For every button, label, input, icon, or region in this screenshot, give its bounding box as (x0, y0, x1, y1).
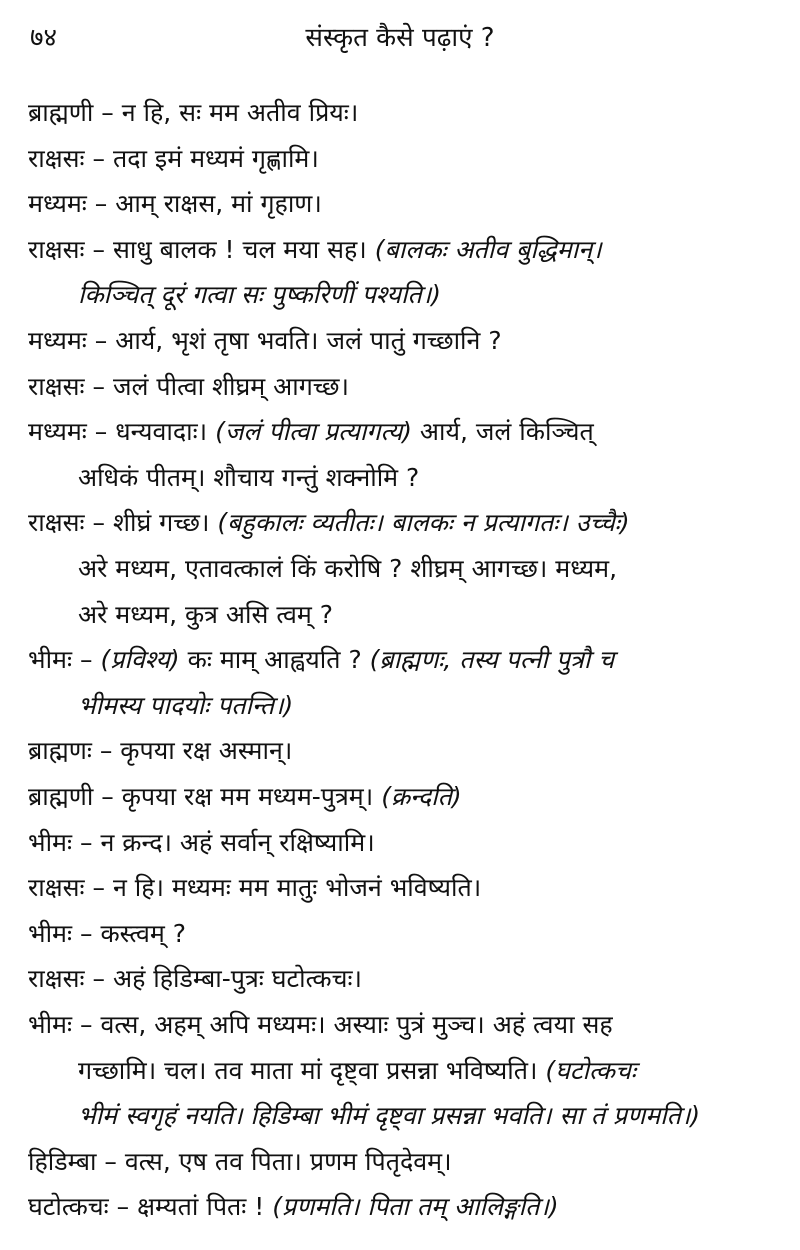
text-line (78, 556, 617, 581)
text-line (28, 918, 187, 948)
dialogue-text: हिडिम्बा – वत्स, एष तव पिता। प्रणम पितृदेवम्। (28, 1146, 452, 1176)
text-line (78, 690, 294, 720)
page-title: संस्कृत कैसे पढ़ाएं ? (305, 23, 495, 53)
dialogue-text: ब्राह्मणी – कृपया रक्ष मम मध्यम-पुत्रम्। (28, 782, 382, 811)
stage-direction: (घटोत्कचः (545, 1055, 636, 1085)
dialogue-text: मध्यमः – आर्य, भृशं तृषा भवति। जलं पातुं गच्छानि ? (28, 326, 502, 355)
dialogue-text: राक्षसः – शीघ्रं गच्छ। (28, 508, 218, 538)
dialogue-text: राक्षसः – साधु बालक ! चल मया सह। (28, 234, 375, 264)
text-line (28, 234, 602, 264)
dialogue-text: गच्छामि। चल। तव माता मां दृष्ट्वा प्रसन्ना भविष्यति। (78, 1055, 546, 1085)
stage-direction: (ब्राह्मणः, तस्य पत्नी पुत्रौ च (369, 645, 615, 675)
text-line (28, 143, 319, 173)
dialogue-text: अरे मध्यम, कुत्र असि त्वम् ? (78, 599, 334, 629)
dialogue-text: घटोत्कचः – क्षम्यतां पितः ! (28, 1192, 273, 1222)
text-line (28, 100, 358, 125)
dialogue-text: भीमः – वत्स, अहम् अपि मध्यमः। अस्याः पुत्रं मुञ्च। अहं त्वया सह (28, 1010, 613, 1039)
dialogue-text: राक्षसः – अहं हिडिम्बा-पुत्रः घटोत्कचः। (28, 964, 362, 994)
text-line (28, 1146, 452, 1176)
text-line (28, 1012, 613, 1037)
text-line (78, 462, 420, 492)
dialogue-text: कः माम् आह्वयति ? (179, 645, 370, 675)
page-header (0, 18, 800, 58)
text-line (28, 873, 482, 903)
text-line (28, 508, 630, 538)
stage-direction: किञ्चित् दूरं गत्वा सः पुष्करिणीं पश्यति।) (78, 280, 441, 310)
dialogue-text: अधिकं पीतम्। शौचाय गन्तुं शक्नोमि ? (78, 462, 420, 492)
stage-direction: (जलं पीत्वा प्रत्यागत्य) (215, 417, 412, 447)
text-line (28, 964, 362, 994)
stage-direction: (प्रणमति। पिता तम् आलिङ्गति।) (272, 1192, 559, 1222)
dialogue-text: ब्राह्मणः – कृपया रक्ष अस्मान्। (28, 736, 293, 766)
text-line (28, 417, 594, 447)
text-line (28, 189, 322, 219)
text-line (28, 736, 293, 766)
page-number: ७४ (30, 23, 58, 53)
text-line (78, 280, 441, 310)
dialogue-text: भीमः – कस्त्वम् ? (28, 918, 187, 948)
stage-direction: (बहुकालः व्यतीतः। बालकः न प्रत्यागतः। उच्चैः) (217, 508, 630, 538)
stage-direction: भीमं स्वगृहं नयति। हिडिम्बा भीमं दृष्ट्वा प्रसन्ना भवति। सा तं प्रणमति।) (78, 1101, 701, 1131)
stage-direction: भीमस्य पादयोः पतन्ति।) (78, 690, 294, 720)
text-line (28, 784, 462, 809)
text-line (28, 1192, 559, 1222)
dialogue-text: मध्यमः – धन्यवादाः। (28, 417, 216, 447)
text-line (28, 328, 502, 353)
dialogue-text: अरे मध्यम, एतावत्कालं किं करोषि ? शीघ्रम् आगच्छ। मध्यम, (78, 554, 618, 583)
dialogue-text: राक्षसः – जलं पीत्वा शीघ्रम् आगच्छ। (28, 371, 350, 401)
dialogue-text: मध्यमः – आम् राक्षस, मां गृहाण। (28, 189, 322, 219)
text-line (28, 645, 615, 675)
dialogue-text: ब्राह्मणी – न हि, सः मम अतीव प्रियः। (28, 98, 359, 127)
dialogue-text: भीमः – न क्रन्द। अहं सर्वान् रक्षिष्यामि। (28, 827, 375, 857)
stage-direction: (क्रन्दति) (381, 782, 462, 811)
stage-direction: (बालकः अतीव बुद्धिमान्। (374, 234, 602, 264)
text-line (78, 1055, 636, 1085)
dialogue-text: राक्षसः – न हि। मध्यमः मम मातुः भोजनं भविष्यति। (28, 873, 482, 903)
dialogue-text: भीमः – (28, 645, 101, 675)
dialogue-text: आर्य, जलं किञ्चित् (411, 417, 594, 447)
text-line (28, 371, 350, 401)
dialogue-text: राक्षसः – तदा इमं मध्यमं गृह्णामि। (28, 143, 319, 173)
text-line (78, 1101, 701, 1131)
stage-direction: (प्रविश्य) (100, 645, 180, 675)
text-line (28, 827, 375, 857)
text-line (78, 599, 334, 629)
